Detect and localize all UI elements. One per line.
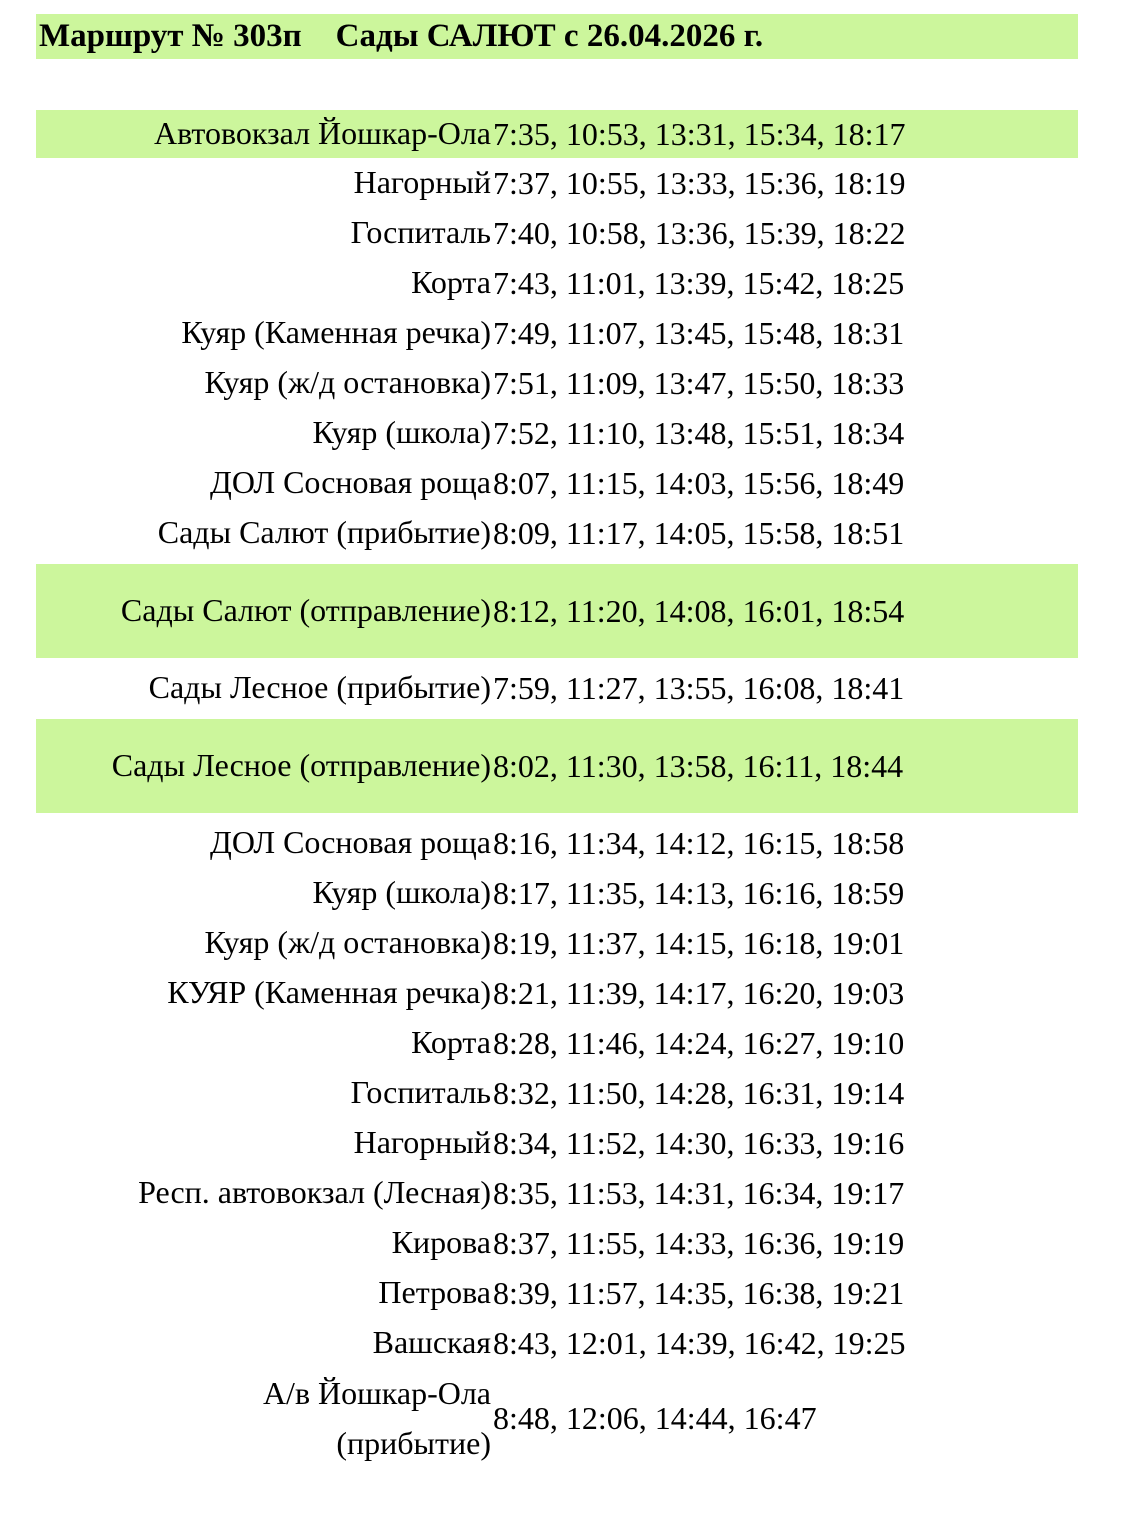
schedule-row	[36, 1268, 1078, 1318]
departure-times: 7:35, 10:53, 13:31, 15:34, 18:17	[493, 115, 906, 152]
stop-name: Сады Лесное (прибытие)	[148, 669, 491, 706]
stop-name: Госпиталь	[350, 214, 491, 251]
departure-times: 8:37, 11:55, 14:33, 16:36, 19:19	[493, 1224, 905, 1261]
schedule-row	[36, 1018, 1078, 1068]
departure-times: 7:43, 11:01, 13:39, 15:42, 18:25	[493, 264, 905, 301]
stop-name	[36, 1368, 491, 1468]
schedule-row	[36, 208, 1078, 258]
stop-name: Куяр (школа)	[312, 874, 491, 911]
schedule-table	[36, 110, 1078, 1468]
stop-name: Нагорный	[353, 164, 491, 201]
route-title-bar	[36, 14, 1078, 59]
schedule-row	[36, 564, 1078, 658]
departure-times: 8:16, 11:34, 14:12, 16:15, 18:58	[493, 824, 905, 861]
schedule-row	[36, 258, 1078, 308]
departure-times: 7:49, 11:07, 13:45, 15:48, 18:31	[493, 314, 905, 351]
departure-times: 8:09, 11:17, 14:05, 15:58, 18:51	[493, 514, 905, 551]
stop-name: Куяр (ж/д остановка)	[204, 364, 491, 401]
schedule-row	[36, 1168, 1078, 1218]
stop-name: Нагорный	[353, 1124, 491, 1161]
departure-times: 7:52, 11:10, 13:48, 15:51, 18:34	[493, 414, 905, 451]
stop-name: Куяр (ж/д остановка)	[204, 924, 491, 961]
schedule-row	[36, 110, 1078, 158]
departure-times: 8:34, 11:52, 14:30, 16:33, 19:16	[493, 1124, 905, 1161]
schedule-row	[36, 968, 1078, 1018]
schedule-row	[36, 308, 1078, 358]
schedule-row	[36, 663, 1078, 713]
departure-times: 8:39, 11:57, 14:35, 16:38, 19:21	[493, 1274, 905, 1311]
stop-name: Куяр (школа)	[312, 414, 491, 451]
stop-name: ДОЛ Сосновая роща	[210, 464, 491, 501]
departure-times: 8:12, 11:20, 14:08, 16:01, 18:54	[493, 592, 905, 629]
schedule-row	[36, 158, 1078, 208]
stop-name: Вашская	[372, 1324, 491, 1361]
departure-times: 8:35, 11:53, 14:31, 16:34, 19:17	[493, 1174, 905, 1211]
departure-times: 8:02, 11:30, 13:58, 16:11, 18:44	[493, 747, 904, 784]
schedule-row	[36, 1118, 1078, 1168]
stop-name: Куяр (Каменная речка)	[181, 314, 491, 351]
departure-times: 8:07, 11:15, 14:03, 15:56, 18:49	[493, 464, 905, 501]
stop-name-line: (прибытие)	[336, 1425, 491, 1461]
departure-times: 8:43, 12:01, 14:39, 16:42, 19:25	[493, 1324, 906, 1361]
schedule-row	[36, 1068, 1078, 1118]
schedule-row	[36, 1318, 1078, 1368]
departure-times: 7:37, 10:55, 13:33, 15:36, 18:19	[493, 164, 906, 201]
schedule-row	[36, 719, 1078, 813]
schedule-row	[36, 508, 1078, 558]
stop-name: Корта	[411, 264, 491, 301]
schedule-row	[36, 1218, 1078, 1268]
stop-name: Корта	[411, 1024, 491, 1061]
schedule-row	[36, 408, 1078, 458]
schedule-row	[36, 918, 1078, 968]
departure-times: 8:32, 11:50, 14:28, 16:31, 19:14	[493, 1074, 905, 1111]
departure-times: 8:48, 12:06, 14:44, 16:47	[493, 1399, 817, 1436]
departure-times: 7:51, 11:09, 13:47, 15:50, 18:33	[493, 364, 905, 401]
stop-name: КУЯР (Каменная речка)	[167, 974, 491, 1011]
stop-name-line: А/в Йошкар-Ола	[262, 1375, 491, 1411]
schedule-row	[36, 818, 1078, 868]
route-destination-title: Сады САЛЮТ с 26.04.2026 г.	[335, 18, 764, 54]
route-number-title: Маршрут № 303п	[39, 18, 302, 54]
departure-times: 8:17, 11:35, 14:13, 16:16, 18:59	[493, 874, 905, 911]
stop-name: Сады Лесное (отправление)	[111, 747, 491, 784]
stop-name: ДОЛ Сосновая роща	[210, 824, 491, 861]
stop-name: Госпиталь	[350, 1074, 491, 1111]
departure-times: 8:21, 11:39, 14:17, 16:20, 19:03	[493, 974, 905, 1011]
schedule-row	[36, 458, 1078, 508]
schedule-row	[36, 1368, 1078, 1468]
stop-name: Сады Салют (прибытие)	[157, 514, 491, 551]
stop-name: Автовокзал Йошкар-Ола	[153, 115, 491, 152]
departure-times: 7:59, 11:27, 13:55, 16:08, 18:41	[493, 669, 905, 706]
departure-times: 8:28, 11:46, 14:24, 16:27, 19:10	[493, 1024, 905, 1061]
stop-name: Сады Салют (отправление)	[120, 592, 491, 629]
schedule-row	[36, 358, 1078, 408]
schedule-row	[36, 868, 1078, 918]
departure-times: 8:19, 11:37, 14:15, 16:18, 19:01	[493, 924, 905, 961]
stop-name: Кирова	[391, 1224, 491, 1261]
departure-times: 7:40, 10:58, 13:36, 15:39, 18:22	[493, 214, 906, 251]
stop-name: Респ. автовокзал (Лесная)	[138, 1174, 491, 1211]
stop-name: Петрова	[378, 1274, 491, 1311]
